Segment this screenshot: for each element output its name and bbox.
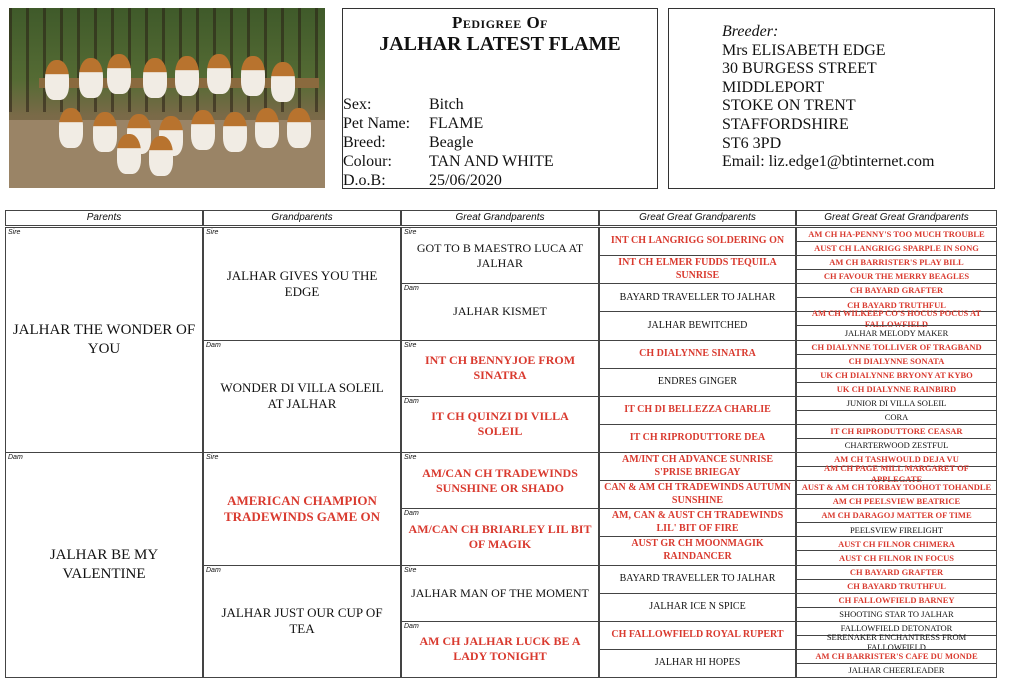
great-grandparent-name: JALHAR KISMET [453, 304, 547, 319]
great-great-great-grandparent-name: AM CH HA-PENNY'S TOO MUCH TROUBLE [808, 229, 985, 240]
great-great-grandparent-name: IT CH RIPRODUTTORE DEA [629, 432, 766, 444]
great-great-grandparent-cell [599, 311, 796, 340]
great-grandparent-name: INT CH BENNYJOE FROM SINATRA [424, 353, 576, 383]
great-grandparent-cell [401, 340, 599, 397]
great-great-great-grandparent-cell [796, 649, 997, 664]
great-grandparent-cell [401, 508, 599, 565]
great-great-great-grandparent-cell [796, 438, 997, 453]
grandparent-name: AMERICAN CHAMPION TRADEWINDS GAME ON [223, 492, 380, 524]
great-great-great-grandparent-cell [796, 410, 997, 425]
grandparent-name: JALHAR JUST OUR CUP OF TEA [221, 605, 383, 637]
great-great-great-grandparent-name: FALLOWFIELD DETONATOR [840, 622, 953, 633]
great-great-great-grandparent-cell [796, 607, 997, 622]
great-great-great-grandparent-name: AM CH TASHWOULD DEJA VU [834, 454, 959, 465]
great-great-great-grandparent-cell [796, 269, 997, 284]
header-great-great-great-grandparents: Great Great Great Grandparents [796, 210, 997, 226]
beagle-figure [241, 56, 265, 96]
grandparent-cell [203, 565, 401, 679]
great-great-grandparent-cell [599, 536, 796, 565]
beagle-figure [207, 54, 231, 94]
great-great-great-grandparent-name: AUST & AM CH TORBAY TOOHOT TOHANDLE [801, 482, 992, 493]
great-great-great-grandparent-cell [796, 522, 997, 537]
great-great-grandparent-name: JALHAR HI HOPES [654, 657, 741, 669]
great-great-great-grandparent-name: CH FAVOUR THE MERRY BEAGLES [823, 271, 970, 282]
breeder-label: Breeder: [722, 23, 779, 40]
info-label: Breed: [343, 134, 386, 151]
great-great-great-grandparent-name: AUST CH FILNOR CHIMERA [838, 538, 955, 549]
great-great-great-grandparent-cell [796, 308, 997, 329]
sire-tag: Sire [404, 454, 417, 461]
dam-tag: Dam [206, 566, 221, 574]
great-great-great-grandparent-name: CH FALLOWFIELD BARNEY [838, 594, 955, 605]
great-grandparent-name: GOT TO B MAESTRO LUCA AT JALHAR [416, 240, 584, 270]
great-great-grandparent-name: JALHAR ICE N SPICE [649, 600, 746, 612]
info-label: Sex: [343, 96, 372, 113]
great-great-great-grandparent-name: AUST CH FILNOR IN FOCUS [838, 552, 955, 563]
parent-cell [5, 452, 203, 678]
great-great-great-grandparent-cell [796, 283, 997, 298]
parent-name: JALHAR THE WONDER OF YOU [12, 322, 196, 357]
great-great-great-grandparent-cell [796, 340, 997, 355]
breeder-line: 30 BURGESS STREET [722, 60, 877, 78]
great-great-great-grandparent-name: JUNIOR DI VILLA SOLEIL [846, 397, 947, 408]
great-great-great-grandparent-cell [796, 424, 997, 439]
great-great-grandparent-name: CH FALLOWFIELD ROYAL RUPERT [611, 629, 784, 641]
great-grandparent-name: AM CH JALHAR LUCK BE A LADY TONIGHT [419, 634, 581, 664]
sire-tag: Sire [404, 229, 417, 236]
great-great-grandparent-name: ENDRES GINGER [657, 375, 738, 387]
great-great-great-grandparent-name: CORA [884, 412, 909, 423]
great-grandparent-cell [401, 565, 599, 622]
sire-tag: Sire [206, 454, 219, 461]
beagle-figure [255, 108, 279, 148]
sire-tag: Sire [8, 229, 21, 236]
great-great-grandparent-name: AM/INT CH ADVANCE SUNRISE S'PRISE BRIEGAY [621, 454, 774, 478]
great-grandparent-name: AM/CAN CH TRADEWINDS SUNSHINE OR SHADO [422, 465, 578, 495]
grandparent-cell [203, 227, 401, 341]
great-great-grandparent-cell [599, 508, 796, 537]
great-great-great-grandparent-name: CH DIALYNNE SONATA [848, 355, 945, 366]
sire-tag: Sire [404, 566, 417, 574]
great-great-grandparent-name: INT CH ELMER FUDDS TEQUILA SUNRISE [618, 257, 777, 281]
great-great-great-grandparent-cell [796, 536, 997, 551]
great-great-grandparent-cell [599, 255, 796, 284]
great-great-great-grandparent-name: AM CH PAGE MILL MARGARET OF APPLEGATE [824, 462, 969, 484]
great-great-great-grandparent-cell [796, 508, 997, 523]
great-great-great-grandparent-cell [796, 227, 997, 242]
great-great-grandparent-cell [599, 565, 796, 594]
great-great-grandparent-cell [599, 452, 796, 481]
dog-name-title: JALHAR LATEST FLAME [379, 33, 621, 55]
great-great-great-grandparent-cell [796, 593, 997, 608]
beagle-figure [107, 54, 131, 94]
great-great-great-grandparent-name: CHARTERWOOD ZESTFUL [844, 440, 949, 451]
great-great-great-grandparent-name: SERENAKER ENCHANTRESS FROM FALLOWFIELD [826, 631, 967, 653]
breeder-line: Mrs ELISABETH EDGE [722, 41, 886, 59]
header-grandparents: Grandparents [203, 210, 401, 226]
beagle-figure [143, 58, 167, 98]
great-great-great-grandparent-name: AM CH BARRISTER'S CAFE DU MONDE [815, 651, 978, 662]
great-great-grandparent-cell [599, 227, 796, 256]
info-label: D.o.B: [343, 172, 386, 189]
info-value: Beagle [429, 134, 474, 151]
great-great-grandparent-name: AM, CAN & AUST CH TRADEWINDS LIL' BIT OF FIRE [611, 510, 784, 534]
header-great-great-grandparents: Great Great Grandparents [599, 210, 796, 226]
beagle-figure [117, 134, 141, 174]
great-great-grandparent-cell [599, 593, 796, 622]
great-grandparent-name: IT CH QUINZI DI VILLA SOLEIL [431, 409, 569, 439]
great-great-great-grandparent-cell [796, 255, 997, 270]
info-value: 25/06/2020 [429, 172, 502, 189]
great-great-great-grandparent-cell [796, 325, 997, 340]
sire-tag: Sire [206, 229, 219, 236]
breeder-box [668, 8, 995, 189]
great-great-great-grandparent-name: SHOOTING STAR TO JALHAR [839, 608, 954, 619]
great-great-great-grandparent-name: CH BAYARD GRAFTER [849, 566, 944, 577]
great-great-grandparent-cell [599, 621, 796, 650]
dam-tag: Dam [404, 285, 419, 293]
great-great-grandparent-cell [599, 649, 796, 678]
grandparent-name: WONDER DI VILLA SOLEIL AT JALHAR [220, 380, 384, 412]
beagle-figure [93, 112, 117, 152]
beagle-figure [149, 136, 173, 176]
info-value: FLAME [429, 115, 484, 132]
beagle-figure [191, 110, 215, 150]
beagle-figure [175, 56, 199, 96]
dam-tag: Dam [404, 397, 419, 405]
dam-tag: Dam [404, 622, 419, 630]
great-great-great-grandparent-cell [796, 550, 997, 565]
parent-name: JALHAR BE MY VALENTINE [49, 547, 159, 582]
great-great-grandparent-cell [599, 283, 796, 312]
beagle-figure [79, 58, 103, 98]
beagle-figure [45, 60, 69, 100]
breeder-line: STAFFORDSHIRE [722, 115, 849, 133]
great-great-great-grandparent-cell [796, 565, 997, 580]
great-great-great-grandparent-name: CH BAYARD TRUTHFUL [847, 580, 946, 591]
great-great-grandparent-name: IT CH DI BELLEZZA CHARLIE [624, 404, 771, 416]
great-great-great-grandparent-name: AUST CH LANGRIGG SPARPLE IN SONG [814, 243, 979, 254]
breeder-line: MIDDLEPORT [722, 78, 825, 96]
parent-cell [5, 227, 203, 453]
great-great-grandparent-cell [599, 340, 796, 369]
great-grandparent-name: AM/CAN CH BRIARLEY LIL BIT OF MAGIK [408, 521, 592, 551]
great-great-grandparent-name: JALHAR BEWITCHED [647, 319, 748, 331]
dam-tag: Dam [206, 341, 221, 349]
great-great-great-grandparent-cell [796, 382, 997, 397]
breeder-line: STOKE ON TRENT [722, 97, 856, 115]
great-great-great-grandparent-cell [796, 480, 997, 495]
great-great-grandparent-name: BAYARD TRAVELLER TO JALHAR [619, 572, 776, 584]
great-great-grandparent-cell [599, 368, 796, 397]
great-great-grandparent-cell [599, 480, 796, 509]
great-great-great-grandparent-name: AM CH PEELSVIEW BEATRICE [832, 496, 961, 507]
great-great-grandparent-name: AUST GR CH MOONMAGIK RAINDANCER [631, 538, 764, 562]
great-great-great-grandparent-cell [796, 631, 997, 653]
great-great-great-grandparent-cell [796, 462, 997, 484]
beagle-figure [59, 108, 83, 148]
great-grandparent-cell [401, 396, 599, 453]
great-great-great-grandparent-cell [796, 494, 997, 509]
great-great-grandparent-name: CH DIALYNNE SINATRA [639, 347, 756, 359]
great-great-great-grandparent-name: AM CH WILKEEP CO'S HOCUS POCUS AT FALLOWFIELD [811, 308, 982, 329]
beagle-figure [287, 108, 311, 148]
great-great-grandparent-cell [599, 424, 796, 453]
beagle-figure [223, 112, 247, 152]
great-great-great-grandparent-name: JALHAR MELODY MAKER [844, 327, 949, 338]
title-box [342, 8, 658, 189]
header-parents: Parents [5, 210, 203, 226]
great-great-grandparent-cell [599, 396, 796, 425]
great-great-great-grandparent-name: UK CH DIALYNNE RAINBIRD [836, 383, 957, 394]
great-great-great-grandparent-name: IT CH RIPRODUTTORE CEASAR [830, 426, 963, 437]
dam-tag: Dam [404, 510, 419, 518]
beagles-photo [9, 8, 325, 188]
great-grandparent-cell [401, 283, 599, 340]
sire-tag: Sire [404, 341, 417, 349]
great-great-great-grandparent-cell [796, 241, 997, 256]
dam-tag: Dam [8, 454, 23, 461]
info-label: Colour: [343, 153, 392, 170]
breeder-line: Email: liz.edge1@btinternet.com [722, 153, 935, 171]
great-great-great-grandparent-cell [796, 663, 997, 678]
great-great-great-grandparent-name: CH BAYARD GRAFTER [849, 285, 944, 296]
great-grandparent-cell [401, 227, 599, 284]
great-great-great-grandparent-name: CH BAYARD TRUTHFUL [847, 299, 946, 310]
great-great-great-grandparent-name: AM CH DARAGOJ MATTER OF TIME [821, 510, 972, 521]
great-great-great-grandparent-name: UK CH DIALYNNE BRYONY AT KYBO [820, 369, 973, 380]
grandparent-name: JALHAR GIVES YOU THE EDGE [226, 267, 378, 299]
great-great-great-grandparent-cell [796, 354, 997, 369]
grandparent-cell [203, 340, 401, 454]
dog-info [343, 95, 643, 195]
great-great-great-grandparent-name: JALHAR CHEERLEADER [848, 665, 945, 676]
breeder-line: ST6 3PD [722, 134, 782, 152]
great-great-great-grandparent-cell [796, 579, 997, 594]
grandparent-cell [203, 452, 401, 566]
info-label: Pet Name: [343, 115, 411, 132]
great-great-great-grandparent-cell [796, 368, 997, 383]
great-grandparent-name: JALHAR MAN OF THE MOMENT [411, 585, 589, 600]
header-great-grandparents: Great Grandparents [401, 210, 599, 226]
great-grandparent-cell [401, 452, 599, 509]
info-value: TAN AND WHITE [429, 153, 554, 170]
great-grandparent-cell [401, 621, 599, 678]
great-great-grandparent-name: INT CH LANGRIGG SOLDERING ON [610, 235, 785, 247]
title-small-caps: Pedigree Of [451, 13, 549, 32]
great-great-great-grandparent-cell [796, 396, 997, 411]
great-great-great-grandparent-name: CH DIALYNNE TOLLIVER OF TRAGBAND [811, 341, 982, 352]
great-great-grandparent-name: CAN & AM CH TRADEWINDS AUTUMN SUNSHINE [604, 482, 791, 506]
great-great-great-grandparent-name: AM CH BARRISTER'S PLAY BILL [829, 257, 964, 268]
great-great-great-grandparent-name: PEELSVIEW FIRELIGHT [849, 524, 944, 535]
info-value: Bitch [429, 96, 464, 113]
great-great-grandparent-name: BAYARD TRAVELLER TO JALHAR [619, 291, 776, 303]
beagle-figure [271, 62, 295, 102]
